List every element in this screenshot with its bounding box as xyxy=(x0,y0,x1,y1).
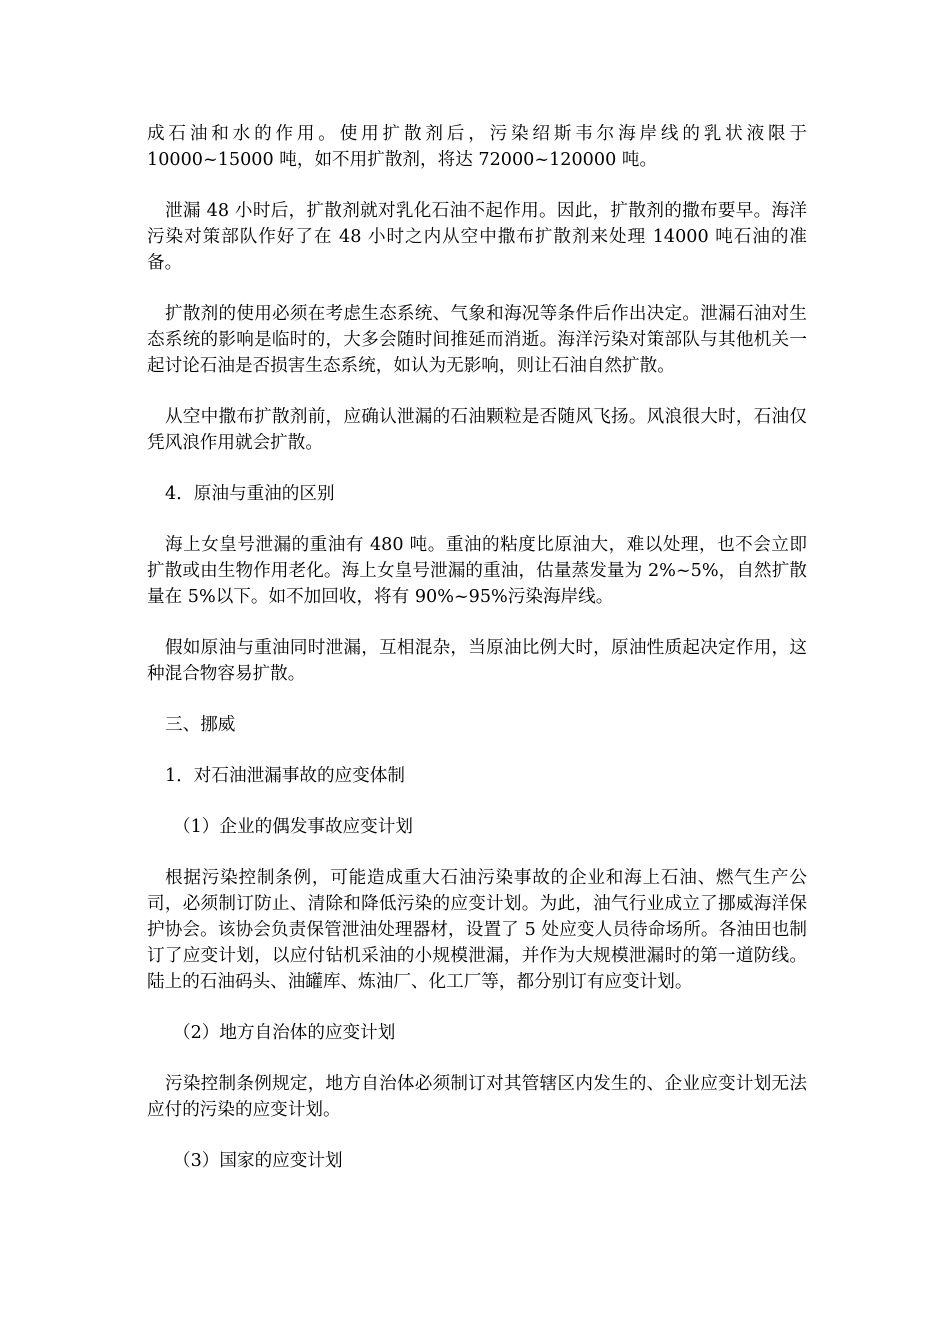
subheading-enterprise-plan: （1）企业的偶发事故应变计划 xyxy=(173,817,413,837)
subheading-national-plan: （3）国家的应变计划 xyxy=(173,1151,343,1171)
paragraph-local-plan: 污染控制条例规定，地方自治体必须制订对其管辖区内发生的、企业应变计划无法应付的污染的应变计划。 xyxy=(147,1074,807,1120)
paragraph-heavy-oil: 海上女皇号泄漏的重油有 480 吨。重油的粘度比原油大，难以处理，也不会立即扩散或由生物作用老化。海上女皇号泄漏的重油，估量蒸发量为 2%~5%，自然扩散量在 5%以下。如不加回收，将有 90%~95%污染海岸线。 xyxy=(147,535,807,607)
paragraph-mixture: 假如原油与重油同时泄漏，互相混杂，当原油比例大时，原油性质起决定作用，这种混合物容易扩散。 xyxy=(147,638,807,684)
paragraph-ecosystem: 扩散剂的使用必须在考虑生态系统、气象和海况等条件后作出决定。泄漏石油对生态系统的影响是临时的，大多会随时间推延而消逝。海洋污染对策部队与其他机关一起讨论石油是否损害生态系统，如认为无影响，则让石油自然扩散。 xyxy=(147,304,807,376)
heading-crude-vs-heavy-oil: 4．原油与重油的区别 xyxy=(165,484,335,504)
paragraph-enterprise-plan: 根据污染控制条例，可能造成重大石油污染事故的企业和海上石油、燃气生产公司，必须制订防止、清除和降低污染的应变计划。为此，油气行业成立了挪威海洋保护协会。该协会负责保管泄油处理器材，设置了 5 处应变人员待命场所。各油田也制订了应变计划，以应付钻机采油的小规模泄漏，并作为大规模泄漏时的第一道防线。陆上的石油码头、油罐库、炼油厂、化工厂等，都分别订有应变计划。 xyxy=(147,868,807,992)
document-body xyxy=(147,121,807,1199)
paragraph-aerial-spraying: 从空中撒布扩散剂前，应确认泄漏的石油颗粒是否随风飞扬。风浪很大时，石油仅凭风浪作用就会扩散。 xyxy=(147,407,807,453)
paragraph-dispersant-effect: 成石油和水的作用。使用扩散剂后，污染绍斯韦尔海岸线的乳状液限于 10000~15000 吨，如不用扩散剂，将达 72000~120000 吨。 xyxy=(147,124,807,170)
subheading-local-plan: （2）地方自治体的应变计划 xyxy=(173,1023,396,1043)
heading-norway: 三、挪威 xyxy=(165,715,236,735)
paragraph-48-hours: 泄漏 48 小时后，扩散剂就对乳化石油不起作用。因此，扩散剂的撒布要早。海洋污染对策部队作好了在 48 小时之内从空中撒布扩散剂来处理 14000 吨石油的准备。 xyxy=(147,201,807,273)
heading-response-system: 1．对石油泄漏事故的应变体制 xyxy=(165,766,405,786)
